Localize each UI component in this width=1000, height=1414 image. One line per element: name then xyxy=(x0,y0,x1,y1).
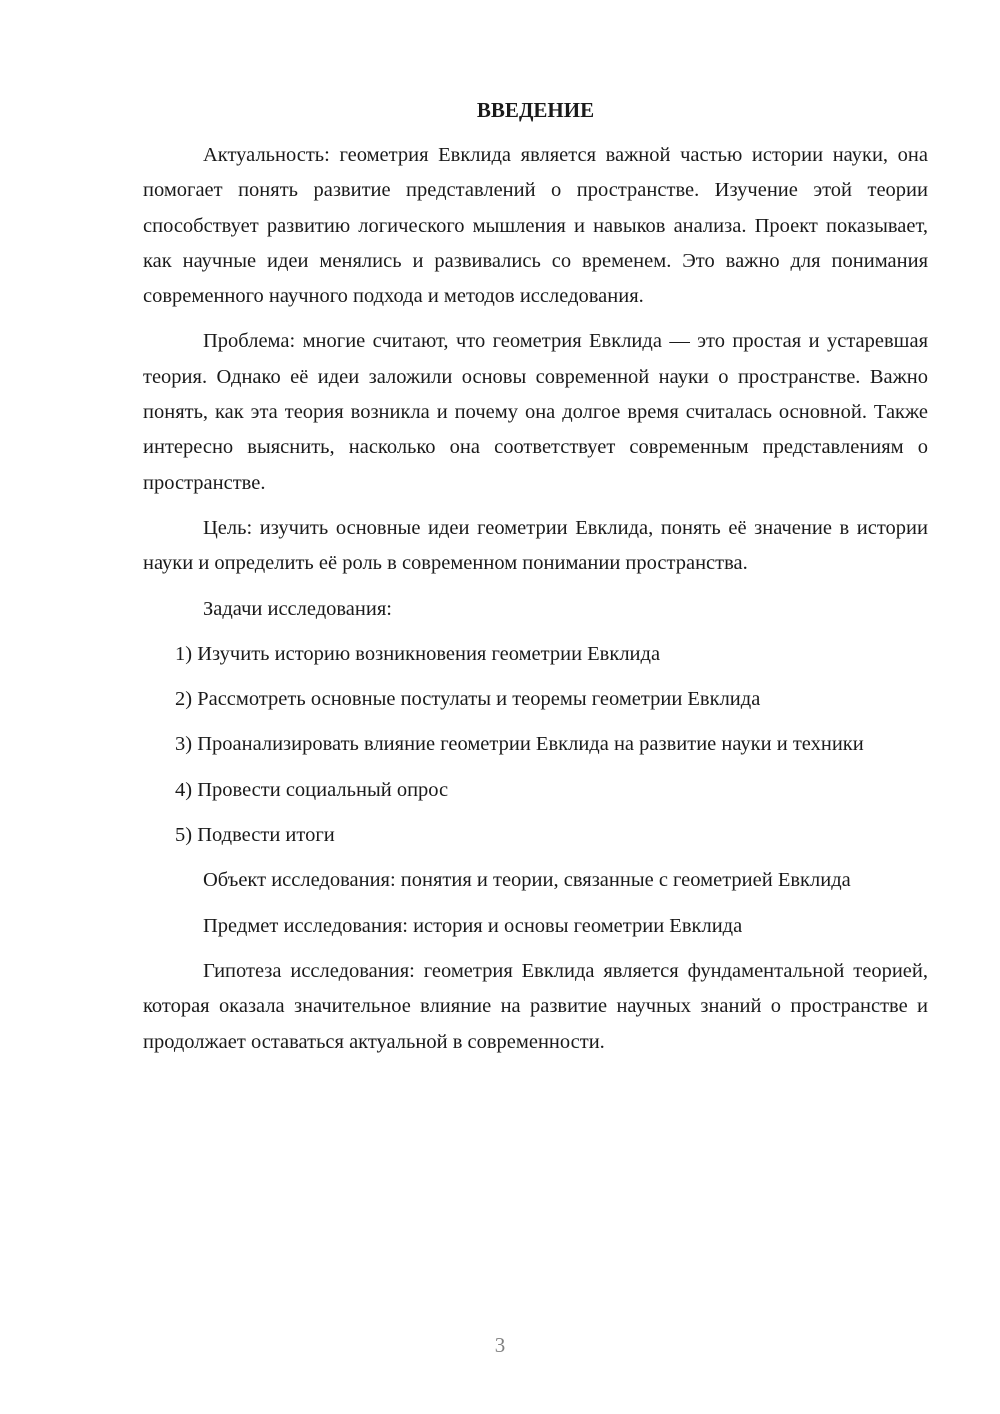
page-content xyxy=(143,93,928,1070)
task-item-3: 3) Проанализировать влияние геометрии Евклида на развитие науки и техники xyxy=(175,733,864,756)
task-item-4: 4) Провести социальный опрос xyxy=(175,778,449,801)
paragraph-goal: Цель: изучить основные идеи геометрии Евклида, понять её значение в истории науки и определить её роль в современном понимании пространства. xyxy=(143,516,928,575)
paragraph-relevance: Актуальность: геометрия Евклида является важной частью истории науки, она помогает понять развитие представлений о пространстве. Изучение этой теории способствует развитию логического мышления и навыков анализа. Проект показывает, как научные идеи менялись и развивались со временем. Это важно для понимания современного научного подхода и методов исследования. xyxy=(143,144,928,308)
paragraph-tasks-heading: Задачи исследования: xyxy=(203,597,392,620)
task-item-2: 2) Рассмотреть основные постулаты и теоремы геометрии Евклида xyxy=(175,688,761,711)
paragraph-subject: Предмет исследования: история и основы геометрии Евклида xyxy=(203,914,743,937)
section-title: ВВЕДЕНИЕ xyxy=(476,98,595,122)
page-number: 3 xyxy=(494,1333,506,1357)
task-item-5: 5) Подвести итоги xyxy=(175,824,335,847)
task-item-1: 1) Изучить историю возникновения геометрии Евклида xyxy=(175,642,661,665)
paragraph-hypothesis: Гипотеза исследования: геометрия Евклида является фундаментальной теорией, которая оказала значительное влияние на развитие научных знаний о пространстве и продолжает оставаться актуальной в современности. xyxy=(143,959,928,1053)
paragraph-problem: Проблема: многие считают, что геометрия Евклида — это простая и устаревшая теория. Однако её идеи заложили основы современной науки о пространстве. Важно понять, как эта теория возникла и почему она долгое время считалась основной. Также интересно выяснить, насколько она соответствует современным представлениям о пространстве. xyxy=(143,330,928,494)
paragraph-object: Объект исследования: понятия и теории, связанные с геометрией Евклида xyxy=(203,869,851,892)
